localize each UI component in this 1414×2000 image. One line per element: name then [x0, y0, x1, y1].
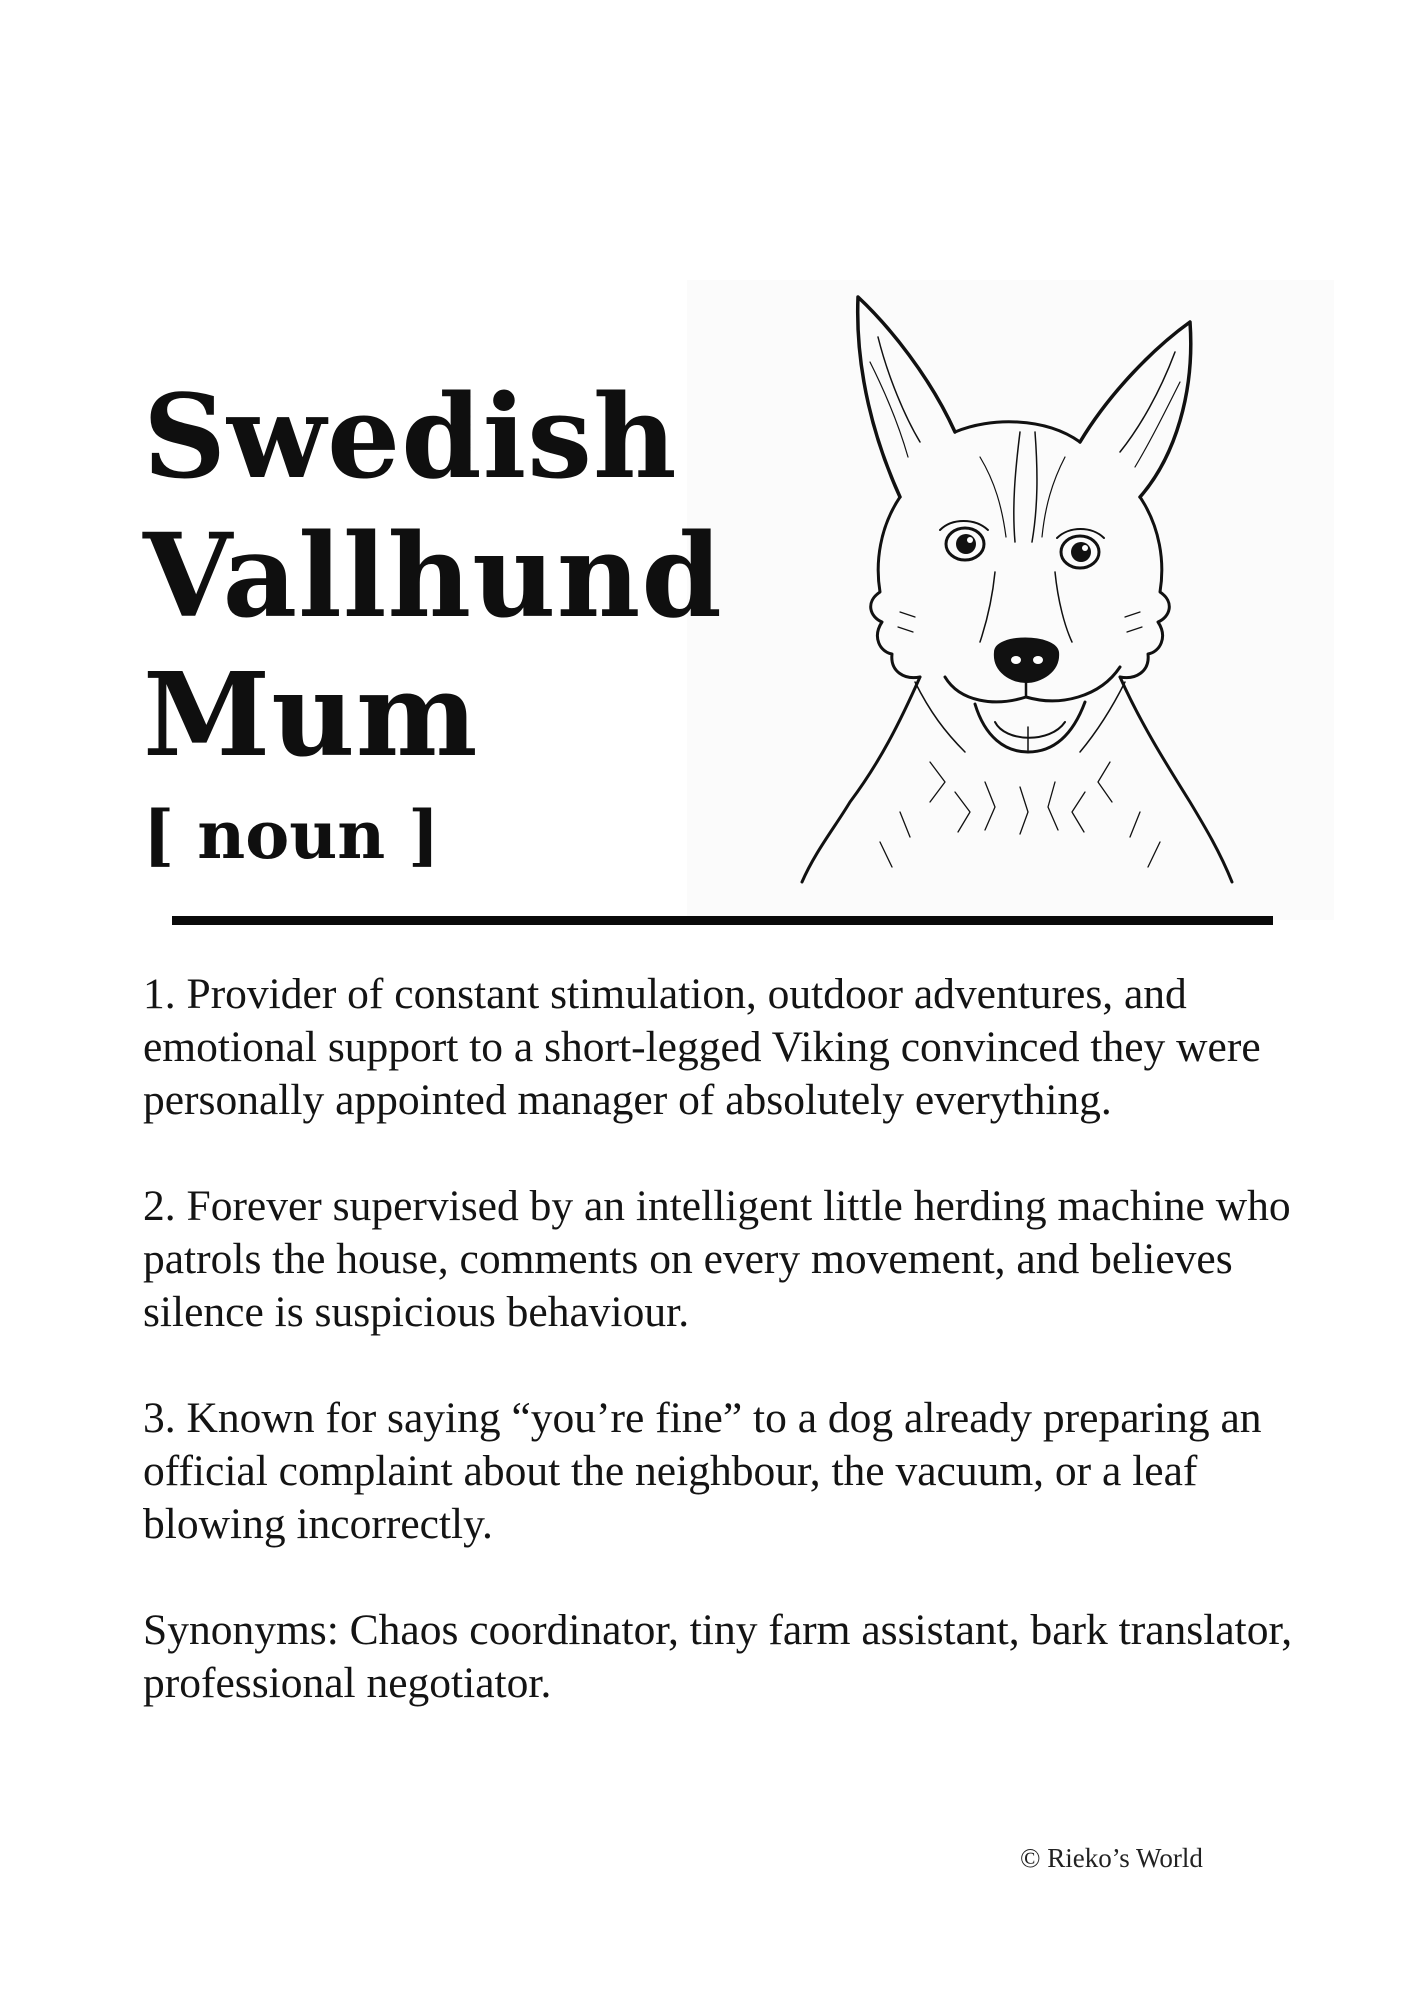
definition-2: 2. Forever supervised by an intelligent little herding machine who patrols the house, comments on every movement, and believes silence is suspicious behaviour.	[143, 1182, 1291, 1336]
definition-1: 1. Provider of constant stimulation, outdoor adventures, and emotional support to a short-legged Viking convinced they were personally appointed manager of absolutely everything.	[143, 970, 1261, 1124]
definition-3: 3. Known for saying “you’re fine” to a dog already preparing an official complaint about the neighbour, the vacuum, or a leaf blowing incorrectly.	[143, 1394, 1262, 1548]
title-line-1: Swedish	[143, 370, 678, 505]
definitions-list	[143, 968, 1303, 1710]
dog-illustration-icon	[780, 282, 1260, 892]
synonyms: Synonyms: Chaos coordinator, tiny farm assistant, bark translator, professional negotiator.	[143, 1606, 1293, 1707]
page-title	[143, 368, 723, 785]
title-line-2: Vallhund	[143, 509, 723, 644]
title-line-3: Mum	[143, 648, 479, 783]
copyright-notice: © Rieko’s World	[1020, 1843, 1203, 1873]
part-of-speech: [ noun ]	[143, 796, 440, 874]
divider-rule	[172, 916, 1273, 925]
